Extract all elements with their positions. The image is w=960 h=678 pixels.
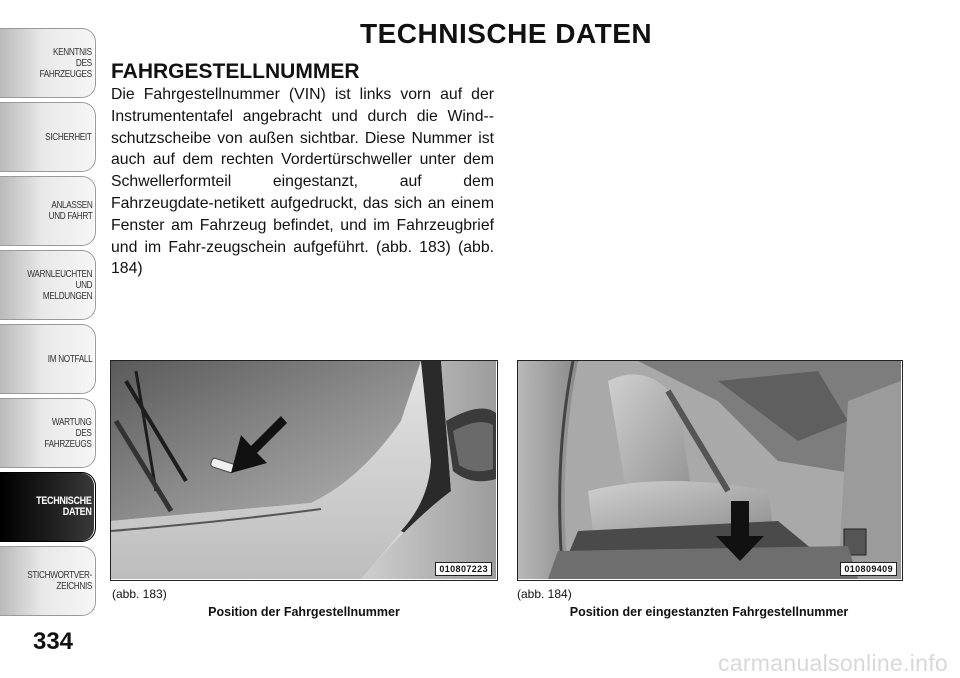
figure-caption: Position der Fahrgestellnummer [208, 605, 400, 619]
figure-door-sill-vin [517, 360, 903, 581]
tab-label: TECHNISCHE DATEN [36, 495, 92, 518]
figure-reference: (abb. 183) [112, 587, 167, 601]
figure-code: 010809409 [840, 562, 897, 576]
tab-label: SICHERHEIT [45, 131, 92, 143]
page-title: TECHNISCHE DATEN [360, 18, 653, 49]
tab-wartung-des-fahrzeugs[interactable] [0, 398, 96, 468]
tab-label: WARTUNG DES FAHRZEUGS [44, 416, 92, 450]
tab-im-notfall[interactable] [0, 324, 96, 394]
tab-label: STICHWORTVER- ZEICHNIS [27, 570, 92, 592]
tab-label: KENNTNIS DES FAHRZEUGES [39, 46, 92, 80]
tab-label: ANLASSEN UND FAHRT [48, 200, 92, 222]
watermark: carmanualsonline.info [717, 650, 948, 676]
tab-label: WARNLEUCHTEN UND MELDUNGEN [26, 268, 92, 302]
section-heading: FAHRGESTELLNUMMER [111, 60, 360, 83]
section-body-text: Die Fahrgestellnummer (VIN) ist links vorn auf der Instrumententafel angebracht und durch die Wind-schutzscheibe von außen sichtbar. Diese Nummer ist auch auf dem rechten Vordertürschweller unter dem Schwellerformteil eingestanzt, auf dem Fahrzeugdate-netikett aufgedruckt, das sich an einem Fenster am Fahrzeug befindet, und im Fahrzeugbrief und im Fahr-zeugschein aufgeführt. (abb. 183) (abb. 184) [111, 86, 494, 278]
page-number: 334 [32, 628, 74, 655]
tab-anlassen-und-fahrt[interactable] [0, 176, 96, 246]
tab-label: IM NOTFALL [47, 353, 92, 365]
figure-caption: Position der eingestanzten Fahrgestellnummer [569, 605, 849, 619]
figure-windshield-vin [110, 360, 498, 581]
tab-stichwortverzeichnis[interactable] [0, 546, 96, 616]
tab-warnleuchten-und-meldungen[interactable] [0, 250, 96, 320]
tab-kenntnis-des-fahrzeuges[interactable] [0, 28, 96, 98]
figure-reference: (abb. 184) [517, 587, 572, 601]
windshield-illustration [111, 361, 496, 579]
tab-sicherheit[interactable] [0, 102, 96, 172]
door-sill-illustration [518, 361, 901, 579]
tab-technische-daten[interactable] [0, 472, 96, 542]
figure-code: 010807223 [435, 562, 492, 576]
